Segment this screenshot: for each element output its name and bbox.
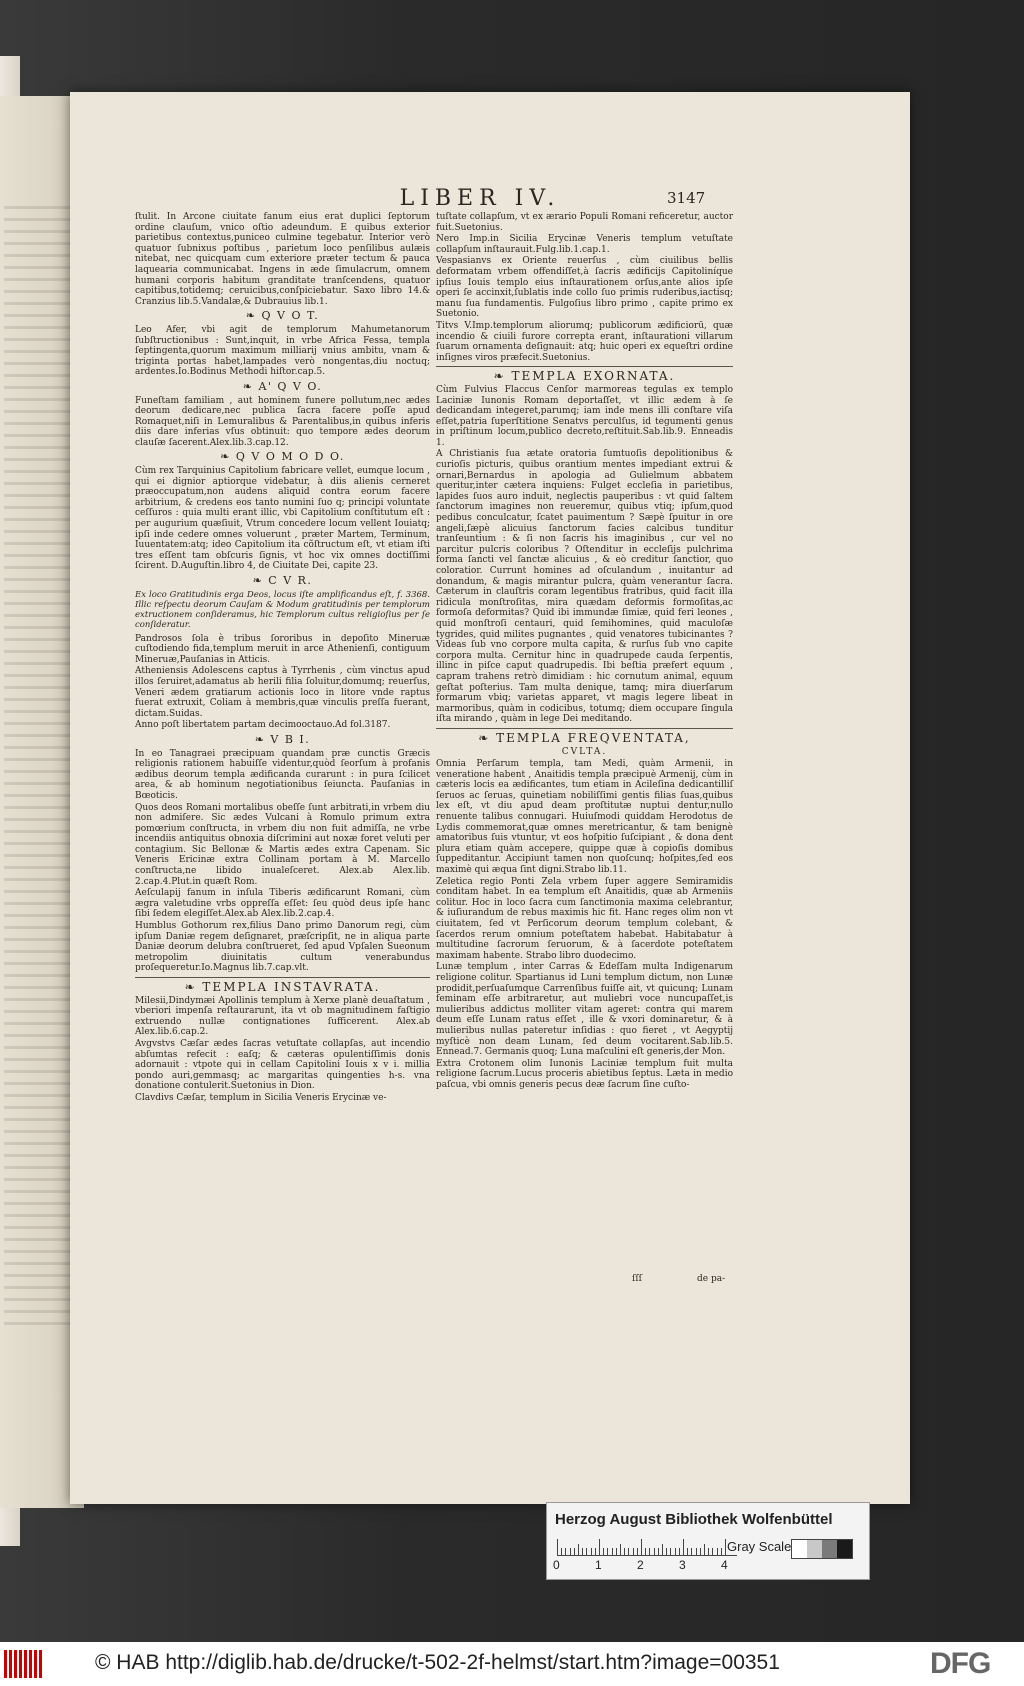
scale-tick	[586, 1548, 587, 1555]
scale-tick	[603, 1548, 604, 1555]
paragraph: ſtulit. In Arcone ciuitate fanum eius erat duplici ſeptorum ordine clauſum, vnico oſtio adeundum. E quibus exterior parietibus contextus,puniceo culmine tegebatur. Interior verò quatuor ſubnixus poſtibus , parietum loco penſilibus aulæis nitebat, nec quicquam cum exteriore præter tectum & pauca laquearia communicabat. Ingens in æde ſimulacrum, omnem humani corporis habitum granditate tranſcendens, quatuor capitibus,totidemq; ceruicibus,conſpiciebatur. Saxo libro 14.& Cranzius lib.5.Vandalæ,& Dubrauius lib.1.	[135, 212, 430, 307]
gray-swatch	[822, 1540, 837, 1558]
section-heading: ❧ A' Q V O.	[242, 379, 323, 393]
paragraph: Quos deos Romani mortalibus obeſſe ſunt arbitrati,in vrbem diu non admiſere. Sic ædes Vulcani à Romulo primum extra pomœrium conſtructa, in vrbem diu non fuit admiſſa, ne vrbe incendiis antiquitus obnoxia diſcrimini aut noxæ foret veluti per contagium. Sic Bellonæ & Martis ædes extra Capenam. Sic Veneris Ericinæ extra Collinam portam à M. Marcello conſtructa,ne libido inualeſceret. Alex.ab Alex.lib. 2.cap.4.Plut.in quæſt Rom.	[135, 802, 430, 887]
scale-tick	[687, 1548, 688, 1555]
scale-number: 2	[637, 1558, 644, 1572]
gray-scale-label: Gray Scale	[727, 1539, 792, 1554]
paragraph: Pandrosos ſola è tribus ſororibus in depoſito Mineruæ cuſtodiendo fida,templum meruit in arce Athenienſi, contiguum Mineruæ,Pauſanias in Atticis.	[135, 633, 430, 665]
page-number: 3147	[667, 189, 706, 207]
paragraph: Avgvstvs Cæſar ædes ſacras vetuſtate collapſas, aut incendio abſumtas refecit : eaſq; & cæteras opulentiſſimis donis adornauit : vtpote qui in cellam Capitolini Iouis x v i. millia pondo auri,gemmasq; ac margaritas quingenties h-s. vna donatione contulerit.Suetonius in Dion.	[135, 1038, 430, 1092]
scale-tick	[620, 1544, 621, 1555]
scale-numbers	[553, 1558, 733, 1572]
scale-tick	[628, 1548, 629, 1555]
paragraph: Clavdivs Cæſar, templum in Sicilia Veneris Erycinæ ve-	[135, 1092, 387, 1103]
scale-tick	[599, 1539, 600, 1555]
scale-number: 4	[721, 1558, 728, 1572]
footer-url[interactable]: © HAB http://diglib.hab.de/drucke/t-502-2f-helmst/start.htm?image=00351	[95, 1651, 780, 1674]
cross-reference-note: Ex loco Gratitudinis erga Deos, locus iſte amplificandus eſt, f. 3368. Illic reſpectu deorum Cauſam & Modum gratitudinis per templorum extructionem conſideramus, hic Templorum cultus religioſius per ſe conſideratur.	[135, 589, 430, 630]
measurement-scale	[557, 1537, 737, 1556]
running-header-title: LIBER IV.	[399, 186, 561, 211]
scale-tick	[670, 1548, 671, 1555]
scale-tick	[624, 1548, 625, 1555]
scale-tick	[675, 1548, 676, 1555]
library-title: Herzog August Bibliothek Wolfenbüttel	[555, 1511, 833, 1528]
gray-swatch	[792, 1540, 807, 1558]
section-heading: ❧ V B I.	[254, 732, 311, 746]
scale-tick	[565, 1548, 566, 1555]
library-color-target	[546, 1502, 870, 1580]
paragraph: Milesii,Dindymæi Apollinis templum à Xerxe planè deuaſtatum , vberiori impenſa reſtaurarunt, ita vt ob magnitudinem faſtigio extruendo nullæ contignationes ſufficerent. Alex.ab Alex.lib.6.cap.2.	[135, 995, 430, 1038]
scale-tick	[574, 1548, 575, 1555]
paragraph: Zeletica regio Ponti Zela vrbem ſuper aggere Semiramidis conditam habet. In ea templum eſt Anaitidis, quæ ab Armeniis colitur. Hoc in loco ſacra cum ſanctimonia maxima celebrantur, & iuſiurandum de rebus maximis hic fit. Hanc reges olim non vt ciuitatem, ſed vt Perſicorum deorum templum colebant, & ſacerdos rerum omnium poteſtatem habebat. Habitabatur à multitudine ſacrorum ſeruorum, & à ſacerdote poteſtatem maximam habente. Strabo libro duodecimo.	[436, 876, 733, 961]
section-title: ❧ TEMPLA INSTAVRATA.	[184, 980, 381, 994]
scale-tick	[645, 1548, 646, 1555]
scale-tick	[712, 1548, 713, 1555]
paragraph: Funeſtam familiam , aut hominem funere pollutum,nec ædes deorum dedicare,nec publica ſacra facere poſſe apud Romaquet,niſi in Lemuralibus & Parentalibus,in quibus inferis diis dare inferias vſus obtinuit: quo tempore ædes deorum clauſæ ſacerent.Alex.lib.3.cap.12.	[135, 395, 430, 448]
paragraph: Humblus Gothorum rex,filius Dano primo Danorum regi, cùm ipſum Daniæ regem deſignaret, præſcripſit, ne in aliqua parte Daniæ deorum delubra conſtrueret, ſed apud Vpſalen Sueonum metropolim diuinitatis cultum venerabundus proſequeretur.Io.Magnus lib.7.cap.vlt.	[135, 921, 430, 974]
paragraph: Omnia Perſarum templa, tam Medi, quàm Armenii, in veneratione habent , Anaitidis templa præcipuè Armenij, cùm in cæteris locis ea ædificantes, tum etiam in Acileſina dedicantilliſ ſeruos ac ſeruas, quinetiam nobiliſſimi gentis filias ſuas,quibus lex eſt, vt diu apud deam proſtitutæ nuptui dentur,nullo renuente talibus connugari. Huiuſmodi quiddam Herodotus de Lydis commemorat,quæ omnes meretricantur, & tam benignè amatoribus ſuis vtuntur, vt eos hoſpitio ſuſcipiant , & dona dent plura etiam quàm accepere, quippe quæ à copioſis domibus ſuppeditantur. Accipiunt tamen non quoſcunq; hoſpites,ſed eos maximè qui æqua ſint digni.Strabo lib.11.	[436, 759, 733, 876]
scale-tick	[637, 1548, 638, 1555]
scale-tick	[561, 1548, 562, 1555]
scale-tick	[704, 1544, 705, 1555]
section-rule	[135, 977, 430, 978]
section-heading: ❧ C V R.	[252, 574, 313, 587]
scale-tick	[570, 1548, 571, 1555]
scale-tick	[658, 1548, 659, 1555]
section-title: ❧ TEMPLA FREQVENTATA,	[478, 730, 691, 745]
paragraph: A Christianis ſua ætate oratoria ſumtuoſis depolitionibus & curioſis picturis, quibus orantium mentes impediant extrui & ornari,Bernardus in apologia ad Gulielmum abbatem queritur,inter cætera inquiens: Fulget eccleſia in parietibus, lapides ſuos auro induit, neglectis pauperibus : vt quid ſaltem ſanctorum imagines non reueremur, quibus vtiq; ipſum,quod pedibus conculcatur, ſcatet pauimentum ? Sæpè ſpuitur in ore angeli,ſæpè alicuius ſanctorum facies calcibus tunditur tranſeuntium : & ſi non ſacris his imaginibus , cur vel no parcitur pulcris coloribus ? Oſtenditur in eccleſijs pulchrima forma ſancti vel ſanctæ alicuius , & eò creditur ſanctior, quo coloratior. Currunt homines ad oſculandum , inuitantur ad donandum, & magis mirantur pulcra, quàm venerantur ſacra. Cæterum in clauſtris coram legentibus fratribus, quid facit illa ridicula monſtroſitas, mira quædam deformis formoſitas,ac formoſa deformitas? Quid ibi immundæ ſimiæ, quid feri leones , quid monſtroſi centauri, quid ſemihomines, quid maculoſæ tygrides, quid milites pugnantes , quid venatores tubicinantes ? Videas ſub vno corpore multa capita, & rurſus ſub vno capite corpora multa. Cernitur hinc in quadrupede cauda ſerpentis, illinc in piſce caput quadrupedis. Ibi beſtia præfert equum , capram trahens retrò dimidiam : hic cornutum animal, equum geſtat poſterius. Tam multa denique, tamq; mira diuerſarum formarum vbiq; varietas apparet, vt magis legere libeat in marmoribus, quàm in codicibus, totumq; diem occupare ſingula iſta mirando , quàm in lege Dei meditando.	[436, 449, 733, 725]
scale-tick	[578, 1544, 579, 1555]
hab-logo-icon	[4, 1650, 44, 1678]
scale-tick	[612, 1548, 613, 1555]
scale-tick	[591, 1548, 592, 1555]
paragraph: Cùm Fulvius Flaccus Cenſor marmoreas tegulas ex templo Laciniæ Iunonis Romam deportaſſet, vt illic ædem à ſe dedicandam integeret,parumq; iam inde mens illi conſtare viſa eſſet,patria ſuperſtitione Senatvs perculſus, id tegumenti genus in priſtinum locum,publico decreto,reſtituit.Sab.lib.9. Enneadis 1.	[436, 384, 733, 448]
scale-tick	[717, 1548, 718, 1555]
scale-tick	[649, 1548, 650, 1555]
scale-tick	[683, 1539, 684, 1555]
paragraph: Titvs V.Imp.templorum aliorumq; publicorum ædificiorū, quæ incendio & ciuili furore correpta erant, inſtaurationi villarum ſuarum ornamenta deſignauit: atq; huic operi ex equeſtri ordine inſignes viros præfecit.Suetonius.	[436, 320, 733, 363]
paragraph: Atheniensis Adolescens captus à Tyrrhenis , cùm vinctus apud illos ſeruiret,adamatus ab herili filia ſoluitur,domumq; reuerſus, Veneri ædem gratiarum actionis loco in litore vnde raptus fuerat extruxit, Coliam à membris,quæ vinculis preſſa fuerant, dictam.Suidas.	[135, 666, 430, 719]
scale-tick	[654, 1548, 655, 1555]
scale-number: 0	[553, 1558, 560, 1572]
scale-tick	[725, 1539, 726, 1555]
scale-tick	[607, 1548, 608, 1555]
paragraph: Cùm rex Tarquinius Capitolium fabricare vellet, eumque locum , qui ei dignior aptiorque videbatur, à diis alienis cerneret præoccupatum,non audens aliquid contra eorum facere arbitrium, & credens eos tanto numini ſuo q; principi voluntate ceſſuros : quia multi erant illic, vbi Capitolium conſtitutum eſt : per augurium quæſiuit, Vtrum concedere locum vellent Iouiatq; ipſi inde cedere omnes voluerunt , præter Martem, Terminum, Iuuentatem:atq; ideo Capitolium ita cõſtructum eſt, vt etiam iſti tres eſſent tam obſcuris ſignis, vt hoc vix omnes doctiſſimi ſcirent. D.Auguſtin.libro 4, de Ciuitate Dei, capite 23.	[135, 466, 430, 572]
section-title: ❧ TEMPLA EXORNATA.	[493, 369, 676, 384]
section-heading: ❧ Q V O T.	[245, 309, 320, 323]
paragraph: Aeſculapij fanum in inſula Tiberis ædificarunt Romani, cùm ægra valetudine vrbs oppreſſa eſſet: ſeu quòd deus ipſe hanc ſibi ſedem elegiſſet.Alex.ab Alex.lib.2.cap.4.	[135, 888, 430, 920]
dfg-logo: DFG	[930, 1647, 991, 1680]
left-text-column	[135, 212, 430, 1105]
right-text-column	[436, 212, 733, 1092]
scale-tick	[557, 1539, 558, 1555]
signature-mark: ſſſ	[632, 1274, 642, 1284]
scale-tick	[662, 1544, 663, 1555]
scale-tick	[700, 1548, 701, 1555]
scale-tick	[696, 1548, 697, 1555]
footer-bar	[0, 1642, 1024, 1686]
section-heading: ❧ Q V O M O D O.	[220, 450, 345, 464]
scale-number: 3	[679, 1558, 686, 1572]
left-page-text-bleed	[4, 206, 74, 1326]
scale-number: 1	[595, 1558, 602, 1572]
gray-swatch	[807, 1540, 822, 1558]
paragraph: Anno poſt libertatem partam decimooctauo.Ad fol.3187.	[135, 720, 391, 731]
scale-tick	[582, 1548, 583, 1555]
section-rule	[436, 728, 733, 729]
gray-swatch	[837, 1540, 852, 1558]
scale-tick	[708, 1548, 709, 1555]
catchword: de pa-	[697, 1274, 726, 1284]
gray-scale-swatches	[791, 1539, 853, 1559]
section-subtitle: CVLTA.	[561, 746, 608, 757]
paragraph: Vespasianvs ex Oriente reuerſus , cùm ciuilibus bellis deformatam vrbem offendiſſet,à ſacris ædificijs Capitoliníque ipſius Iouis templo eius inſtaurationem orſus,ante alios ipſe operi ſe accinxit,ſublatis inde collo ſuo primis ruderibus,iactisq; manu ſua fundamentis. Fulgoſius libro primo , capite primo ex Suetonio.	[436, 256, 733, 320]
scale-tick	[691, 1548, 692, 1555]
paragraph: Nero Imp.in Sicilia Erycinæ Veneris templum vetuſtate collapſum inſtaurauit.Fulg.lib.1.cap.1.	[436, 234, 733, 255]
section-rule	[436, 366, 733, 367]
scale-tick	[679, 1548, 680, 1555]
paragraph: Lunæ templum , inter Carras & Edeſſam multa Indigenarum religione colitur. Spartianus id Luni templum dictum, non Lunæ prodidit,perſuaſumque Carrenſibus fuiſſe ait, vt quicunq; Lunam feminam eſſe arbitraretur, aut muliebri voce nuncupaſſet,is mulieribus addictus molliter vitam ageret: contra qui marem deum eſſe Lunam ratus eſſet , ille & vxori dominaretur, & à mulieribus nullas pateretur inſidias : quo fieret , vt Aegyptij myſticè non deam Lunam, ſed deum vocitarent.Sab.lib.5. Ennead.7. Germanis quoq; Luna maſculini eſt generis,der Mon.	[436, 962, 733, 1058]
scale-tick	[616, 1548, 617, 1555]
paragraph: In eo Tanagraei præcipuam quandam præ cunctis Græcis religionis rationem habuiſſe videntur,quòd ſeorſum à profanis ædibus deorum templa ædificanda curarunt : in pura ſcilicet area, & ab hominum negotiationibus ſeiuncta. Pauſanias in Bœoticis.	[135, 748, 430, 801]
paragraph: tuſtate collapſum, vt ex ærario Populi Romani reficeretur, auctor fuit.Suetonius.	[436, 212, 733, 233]
scale-tick	[666, 1548, 667, 1555]
scale-tick	[595, 1548, 596, 1555]
paragraph: Leo Afer, vbi agit de templorum Mahumetanorum ſubſtructionibus : Sunt,inquit, in vrbe Africa Fessa, templa ſeptingenta,quorum maximum milliarij vnius ambitu, vnam & triginta portas habet,lampades verò nongentas,diu noctuq; ardentes.Io.Bodinus Methodi hiſtor.cap.5.	[135, 324, 430, 378]
scale-tick	[721, 1548, 722, 1555]
scale-tick	[641, 1539, 642, 1555]
paragraph: Extra Crotonem olim Iunonis Laciniæ templum fuit multa religione ſacrum.Lucus proceris abietibus ſeptus. Læta in medio paſcua, vbi omnis generis pecus deæ ſacrum ſine cuſto-	[436, 1058, 733, 1090]
scale-tick	[633, 1548, 634, 1555]
